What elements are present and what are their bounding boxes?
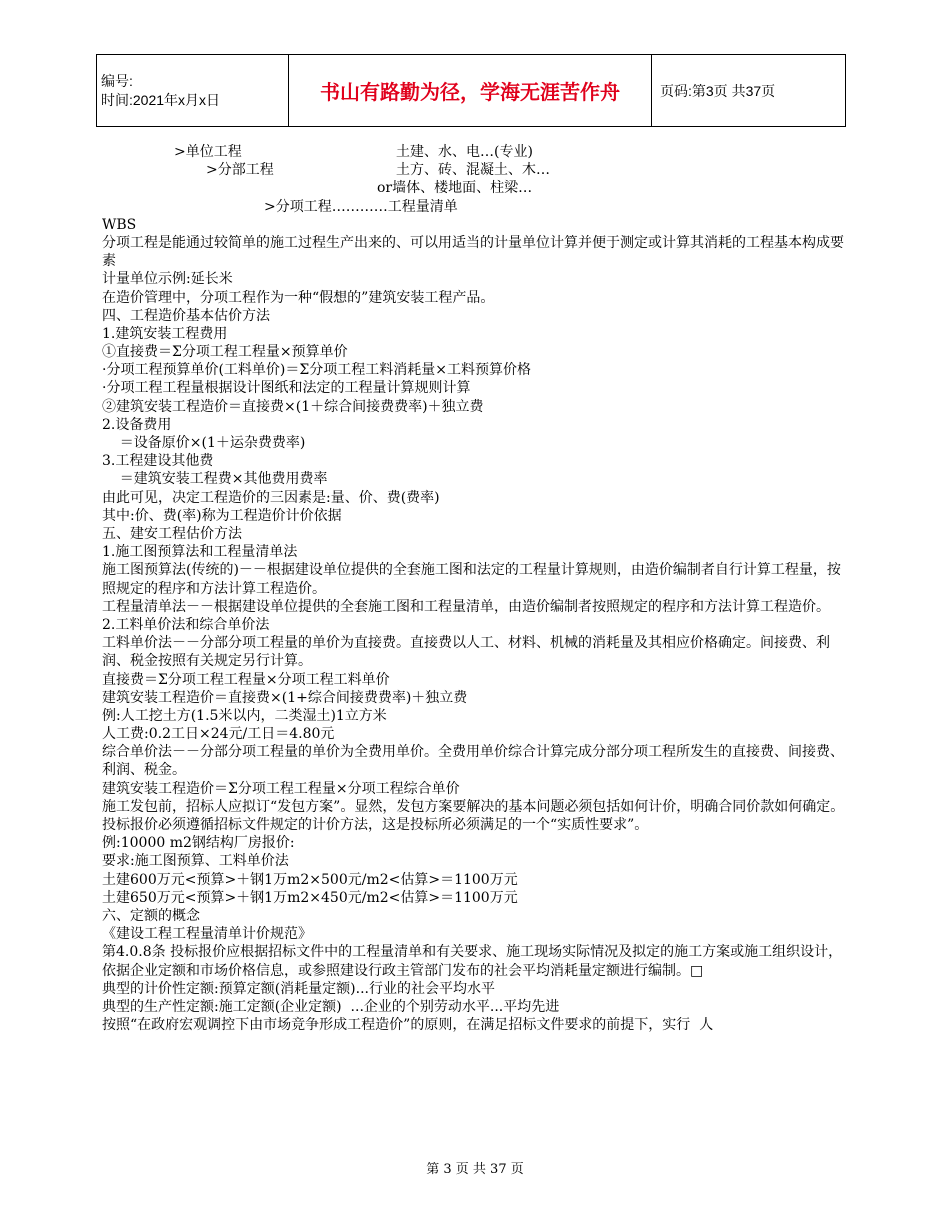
header-page-info: 页码:第3页 共37页 [652,55,846,127]
text-line: 工程量清单法－－根据建设单位提供的全套施工图和工程量清单，由造价编制者按照规定的程序和方法计算工程造价。 [102,598,830,615]
text-line: 六、定额的概念 [102,908,200,925]
text-line: 分项工程是能通过较简单的施工过程生产出来的、可以用适当的计量单位计算并便于测定或计算其消耗的工程基本构成要素 [102,234,844,270]
text-line: 例:人工挖土方(1.5米以内，二类湿土)1立方米 [102,707,387,724]
text-line: ＝设备原价×(1＋运杂费费率) [102,435,306,452]
text-line: 典型的生产性定额:施工定额(企业定额) ...企业的个别劳动水平...平均先进 [102,999,560,1015]
tree-row [102,143,852,161]
tree-row-label: >分部工程 [206,162,274,179]
text-line: 计量单位示例:延长米 [102,271,233,288]
text-line: ·分项工程工程量根据设计图纸和法定的工程量计算规则计算 [102,380,471,397]
text-line: 土建650万元<预算>＋钢1万m2×450元/m2<估算>＝1100万元 [102,889,518,906]
text-line: 2.设备费用 [102,416,172,433]
text-line: 建筑安装工程造价＝Σ分项工程工程量×分项工程综合单价 [102,780,460,797]
page-footer: 第 3 页 共 37 页 [426,1162,524,1177]
body-text [102,216,852,1035]
document-body [102,143,852,1034]
text-line: 工料单价法－－分部分项工程量的单价为直接费。直接费以人工、材料、机械的消耗量及其相应价格确定。间接费、利润、税金按照有关规定另行计算。 [102,635,830,670]
text-line: 按照“在政府宏观调控下由市场竞争形成工程造价”的原则，在满足招标文件要求的前提下，实行 人 [102,1017,714,1034]
document-time-label: 时间:2021年x月x日 [101,91,221,108]
tree-row [102,161,852,179]
text-line: 2.工料单价法和综合单价法 [102,616,270,633]
text-line: 要求:施工图预算、工料单价法 [102,853,289,870]
text-line: ·分项工程预算单价(工料单价)＝Σ分项工程工料消耗量×工料预算价格 [102,362,532,379]
text-line: 由此可见，决定工程造价的三因素是:量、价、费(费率) [102,489,440,506]
header-motto: 书山有路勤为径，学海无涯苦作舟 [289,55,652,127]
tree-row-label: >分项工程…………工程量清单 [264,198,458,215]
text-line: 《建设工程工程量清单计价规范》 [102,926,312,943]
text-line: 人工费:0.2工日×24元/工日＝4.80元 [102,726,335,743]
text-line: 3.工程建设其他费 [102,453,214,470]
text-line: 五、建安工程估价方法 [102,525,242,542]
text-line: 第4.0.8条 投标报价应根据招标文件中的工程量清单和有关要求、施工现场实际情况及拟定的施工方案或施工组织设计，依据企业定额和市场价格信息，或参照建设行政主管部门发布的社会平均消耗量定额进行编制。□ [102,944,843,979]
text-line: 建筑安装工程造价＝直接费×(1+综合间接费费率)＋独立费 [102,689,468,706]
tree-row [102,179,852,197]
text-line: WBS [102,216,137,233]
text-line: ②建筑安装工程造价＝直接费×(1＋综合间接费费率)＋独立费 [102,398,484,415]
tree-row-detail: or墙体、楼地面、柱梁… [377,180,533,197]
tree-row-label: >单位工程 [174,144,242,160]
text-line: 土建600万元<预算>＋钢1万m2×500元/m2<估算>＝1100万元 [102,871,518,888]
text-line: ＝建筑安装工程费×其他费用费率 [102,471,328,488]
text-line: 施工发包前，招标人应拟订“发包方案”。显然，发包方案要解决的基本问题必须包括如何计价，明确合同价款如何确定。投标报价必须遵循招标文件规定的计价方法，这是投标所必须满足的一个“实质性要求”。 [102,798,845,834]
tree-row-detail: 土建、水、电…(专业) [396,144,533,160]
text-line: 直接费＝Σ分项工程工程量×分项工程工料单价 [102,671,390,688]
header-table [96,54,846,127]
header-meta-cell [97,55,289,127]
text-line: 1.施工图预算法和工程量清单法 [102,544,298,561]
text-line: 综合单价法－－分部分项工程量的单价为全费用单价。全费用单价综合计算完成分部分项工程所发生的直接费、间接费、利润、税金。 [102,744,844,779]
tree-row-detail: 土方、砖、混凝土、木… [396,162,550,179]
text-line: 在造价管理中，分项工程作为一种“假想的”建筑安装工程产品。 [102,289,495,306]
text-line: ①直接费＝Σ分项工程工程量×预算单价 [102,344,348,361]
project-breakdown-tree [102,143,852,216]
tree-row [102,198,852,216]
text-line: 例:10000 m2钢结构厂房报价: [102,835,295,852]
text-line: 施工图预算法(传统的)－－根据建设单位提供的全套施工图和法定的工程量计算规则，由造价编制者自行计算工程量，按照规定的程序和方法计算工程造价。 [102,562,841,597]
text-line: 其中:价、费(率)称为工程造价计价依据 [102,507,342,524]
text-line: 典型的计价性定额:预算定额(消耗量定额)...行业的社会平均水平 [102,980,495,997]
text-line: 四、工程造价基本估价方法 [102,307,270,324]
document-number-label: 编号: [101,72,133,89]
text-line: 1.建筑安装工程费用 [102,325,228,342]
